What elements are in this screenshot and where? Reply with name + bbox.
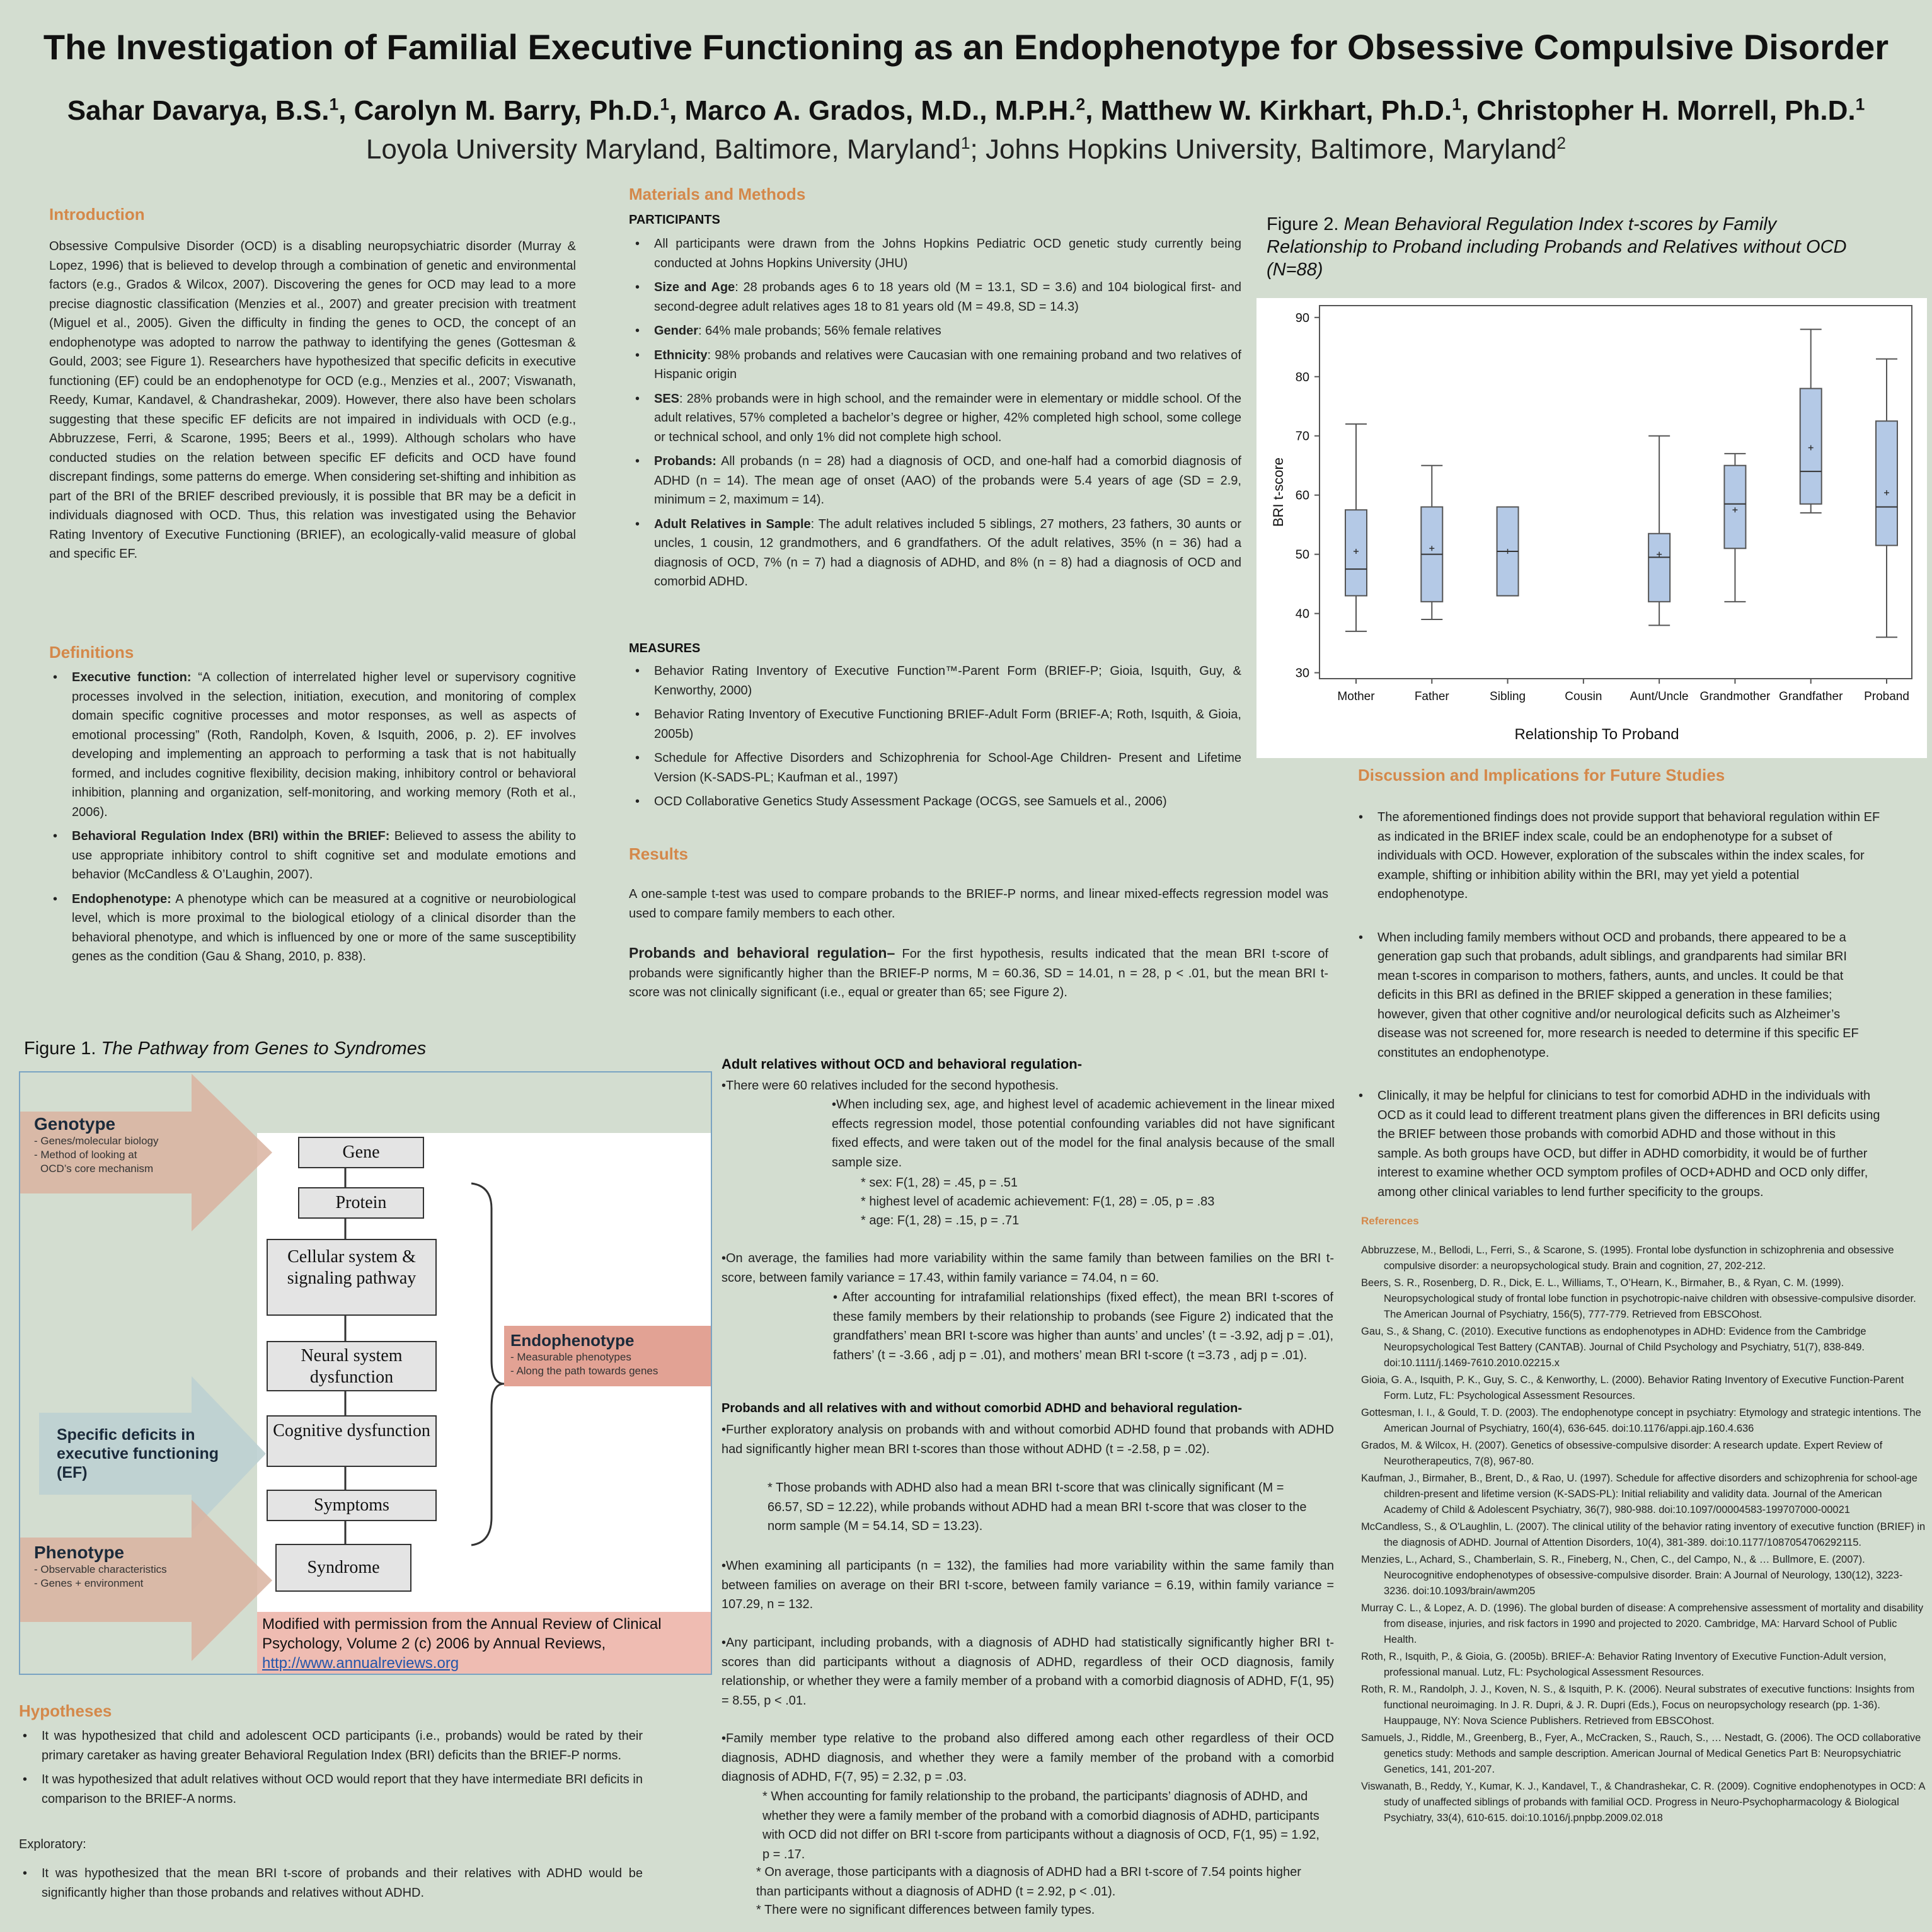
y-tick-label: 60 <box>1295 488 1309 503</box>
hypothesis-item: • It was hypothesized that child and adolescent OCD participants (i.e., probands) would be rated by their primary caretaker as having greater Behavioral Regulation Index (BRI) deficits than the BRIEF-P norms. <box>19 1727 643 1765</box>
definitions-heading: Definitions <box>49 643 134 662</box>
reference-item: Samuels, J., Riddle, M., Greenberg, B., Fyer, A., McCracken, S., Rauch, S., … Nestadt, G. (2006). The OCD collaborative genetics study: Methods and sample description. American Journal of Medical Genetics Part B: Neuropsychiatric Genetics, 141, 201-207. <box>1361 1732 1921 1775</box>
reference-item: Abbruzzese, M., Bellodi, L., Ferri, S., & Scarone, S. (1995). Frontal lobe dysfunction in schizophrenia and obsessive compulsive disorder: a neuropsychological study. Brain and cognition, 27, 202-212. <box>1361 1245 1894 1272</box>
reference-item: Gottesman, I. I., & Gould, T. D. (2003). The endophenotype concept in psychiatry: Etymology and strategic intentions. The American Journal of Psychiatry, 160(4), 636-645. doi:10.1176/appi.ajp.160.4.636 <box>1361 1407 1921 1434</box>
flow-box-syndrome: Syndrome <box>275 1544 411 1592</box>
author: Marco A. Grados, M.D., M.P.H.$^2$ <box>684 95 1086 126</box>
flow-box-cellular-system: Cellular system & signaling pathway <box>267 1239 437 1316</box>
discussion-heading: Discussion and Implications for Future Studies <box>1358 766 1725 785</box>
y-axis-label: BRI t-score <box>1270 457 1286 527</box>
x-tick-label: Grandmother <box>1699 690 1771 703</box>
box-sibling <box>1497 507 1519 595</box>
reference-item: Beers, S. R., Rosenberg, D. R., Dick, E. L., Williams, T., O’Hearn, K., Birmaher, B., & Ryan, C. M. (1999). Neuropsychological study of frontal lobe function in psychotropic-naive children with obsessive-compulsive disorder. The American Journal of Psychiatry, 156(5), 777-779. Retrieved from EBSCOhost. <box>1361 1277 1916 1320</box>
endophenotype-label: Endophenotype - Measurable phenotypes - Along the path towards genes <box>504 1326 711 1386</box>
measure-item: • Schedule for Affective Disorders and Schizophrenia for School-Age Children- Present and Lifetime Version (K-SADS-PL; Kaufman et al., 1997) <box>631 749 1241 787</box>
references-heading: References <box>1361 1215 1419 1227</box>
reference-item: Gioia, G. A., Isquith, P. K., Guy, S. C., & Kenworthy, L. (2000). Behavior Rating Inventory of Executive Function-Parent Form. Lutz, FL: Psychological Assessment Resources. <box>1361 1374 1904 1401</box>
ef-label: Specific deficits in executive functioning (EF) <box>57 1426 219 1481</box>
participant-item: • Adult Relatives in Sample: The adult relatives included 5 siblings, 27 mothers, 23 fathers, 30 aunts or uncles, 1 cousin, 12 grandmothers, and 6 grandfathers. Of the adult relatives, 35% (n = 36) had a diagnosis of OCD, 7% (n = 7) had a diagnosis of ADHD, and 8% (n = 8) had a diagnosis of OCD and comorbid ADHD. <box>631 515 1241 592</box>
reference-item: Viswanath, B., Reddy, Y., Kumar, K. J., Kandavel, T., & Chandrashekar, C. R. (2009). Cognitive endophenotypes in OCD: A study of unaffected siblings of probands with familial OCD. Progress in Neuro-Psychopharmacology & Biological Psychiatry, 33(4), 610-615. doi:10.1016/j.pnpbp.2009.02.018 <box>1361 1781 1925 1824</box>
x-tick-label: Proband <box>1864 690 1909 703</box>
definition-item: • Executive function: “A collection of interrelated higher level or supervisory cognitive processes involved in the selection, initiation, execution, and monitoring of complex domain specific cognitive processes and motor responses, as well as aspects of emotional processing” (Roth, Randolph, Koven, & Isquith, 2006, p. 2). EF involves developing and implementing an approach to performing a task that is not habitually formed, and includes cognitive flexibility, decision making, inhibitory control or behavioral inhibition, planning and organization, self-monitoring, and working memory (Roth et al., 2006). <box>49 668 576 822</box>
y-tick-label: 80 <box>1295 370 1309 384</box>
y-tick-label: 30 <box>1295 666 1309 681</box>
reference-item: Kaufman, J., Birmaher, B., Brent, D., & Rao, U. (1997). Schedule for affective disorders and schizophrenia for school-age children-present and lifetime version (K-SADS-PL): Initial reliability and validity data. Journal of the American Academy of Child & Adolescent Psychiatry, 36(7), 980-988. doi:10.1097/00004583-199707000-00021 <box>1361 1473 1918 1515</box>
hypotheses-list <box>19 1727 643 1814</box>
participant-item: • Size and Age: 28 probands ages 6 to 18 years old (M = 13.1, SD = 3.6) and 104 biological first- and second-degree adult relatives ages 18 to 81 years old (M = 49.8, SD = 14.3) <box>631 278 1241 316</box>
all-text2: •Any participant, including probands, with a diagnosis of ADHD had statistically significantly higher BRI t-scores than did participants without a diagnosis of ADHD, regardless of their OCD diagnosis, family relationship, or whether they were a family member of a proband with a comorbid diagnosis of ADHD, F(1, 95) = 8.55, p < .01. <box>722 1636 1334 1708</box>
author: Christopher H. Morrell, Ph.D.$^1$ <box>1476 95 1865 126</box>
reference-item: Roth, R. M., Randolph, J. J., Koven, N. S., & Isquith, P. K. (2006). Neural substrates of executive functions: Insights from functional neuroimaging. In J. R. Dupri, & J. R. Dupri (Eds.), Focus on neuropsychology research (pp. 1-36). Hauppauge, NY: Nova Science Publishers. Retrieved from EBSCOhost. <box>1361 1684 1915 1727</box>
participant-item: • SES: 28% probands were in high school, and the remainder were in elementary or middle school. Of the adult relatives, 57% completed a bachelor’s degree or higher, 42% completed high school, some college or technical school, and only 1% did not complete high school. <box>631 389 1241 447</box>
measure-item: • Behavior Rating Inventory of Executive Functioning BRIEF-Adult Form (BRIEF-A; Roth, Isquith, & Gioia, 2005b) <box>631 705 1241 744</box>
references-list <box>1361 1243 1926 1827</box>
box-iqr <box>1724 466 1745 549</box>
measures-label: MEASURES <box>629 641 701 655</box>
adult-age: * age: F(1, 28) = .15, p = .71 <box>861 1214 1020 1228</box>
exploratory-list <box>19 1864 643 1907</box>
methods-heading: Materials and Methods <box>629 185 806 204</box>
flow-box-gene: Gene <box>298 1137 424 1168</box>
discussion-item: • The aforementioned findings does not provide support that behavioral regulation within EF as indicated in the BRIEF index scale, could be an endophenotype for a subset of individuals with OCD. However, exploration of the subscales within the index scales, for example, shifting or inhibition ability within the BRI, may yet yield a potential endophenotype. <box>1355 808 1882 904</box>
results-intro: A one-sample t-test was used to compare probands to the BRIEF-P norms, and linear mixed-effects regression model was used to compare family members to each other. <box>629 887 1328 921</box>
discussion-list <box>1355 808 1882 1207</box>
measures-list <box>631 662 1241 817</box>
poster-title: The Investigation of Familial Executive Functioning as an Endophenotype for Obsessive Compulsive Disorder <box>43 27 1889 67</box>
box-iqr <box>1876 421 1897 545</box>
adult-line1: •There were 60 relatives included for the second hypothesis. <box>722 1079 1059 1093</box>
reference-item: McCandless, S., & O'Laughlin, L. (2007). The clinical utility of the behavior rating inventory of executive function (BRIEF) in the diagnosis of ADHD. Journal of Attention Disorders, 10(4), 381-389. doi:10.1177/1087054706292115. <box>1361 1521 1926 1548</box>
participants-label: PARTICIPANTS <box>629 213 720 227</box>
definition-item: • Endophenotype: A phenotype which can be measured at a cognitive or neurobiological level, which is more proximal to the biological etiology of a clinical disorder than the behavioral phenotype, and which is influenced by one or more of the same susceptibility genes as the condition (Gau & Shang, 2010, p. 838). <box>49 890 576 967</box>
reference-item: Roth, R., Isquith, P., & Gioia, G. (2005b). BRIEF-A: Behavior Rating Inventory of Executive Function-Adult version, professional manual. Lutz, FL: Psychological Assessment Resources. <box>1361 1651 1887 1678</box>
x-axis <box>1337 679 1909 703</box>
adhd-text2: * Those probands with ADHD also had a mean BRI t-score that was clinically significant (M = 66.57, SD = 12.22), while probands without ADHD had a mean BRI t-score that was closer to the norm sample (M = 54.14, SD = 13.23). <box>768 1481 1307 1533</box>
exploratory-label: Exploratory: <box>19 1837 86 1851</box>
adult-heading: Adult relatives without OCD and behavioral regulation- <box>722 1056 1083 1072</box>
y-axis <box>1296 311 1320 681</box>
figure2-panel <box>1256 298 1927 758</box>
x-tick-label: Father <box>1414 690 1449 703</box>
all-text1: •When examining all participants (n = 132), the families had more variability within the same family than between families on average on their BRI t-score, between family variance = 6.19, within family variance = 107.29, n = 132. <box>722 1559 1334 1611</box>
x-tick-label: Cousin <box>1565 690 1602 703</box>
flow-box-protein: Protein <box>298 1187 424 1219</box>
families-text: •On average, the families had more variability within the same family than between families on the BRI t-score, between family variance = 17.43, within family variance = 74.04, n = 60. <box>722 1251 1334 1285</box>
bri-boxplot-chart <box>1256 298 1927 758</box>
introduction-heading: Introduction <box>49 205 145 224</box>
figure1-credit: Modified with permission from the Annual Review of Clinical Psychology, Volume 2 (c) 2006 by Annual Reviews, http://www.annualreviews.org <box>257 1612 711 1674</box>
participant-item: • Gender: 64% male probands; 56% female relatives <box>631 321 1241 341</box>
adhd-text1: •Further exploratory analysis on probands with and without comorbid ADHD found that probands with ADHD had significantly higher mean BRI t-scores than those without ADHD (t = -2.58, p = .02). <box>722 1423 1334 1456</box>
author: Carolyn M. Barry, Ph.D.$^1$ <box>354 95 670 126</box>
participant-item: • All participants were drawn from the Johns Hopkins Pediatric OCD genetic study currently being conducted at Johns Hopkins University (JHU) <box>631 234 1241 273</box>
x-tick-label: Aunt/Uncle <box>1630 690 1689 703</box>
adult-sex: * sex: F(1, 28) = .45, p = .51 <box>861 1176 1018 1190</box>
genotype-label: Genotype - Genes/molecular biology - Method of looking at OCD’s core mechanism <box>34 1114 159 1175</box>
participant-item: • Probands: All probands (n = 28) had a diagnosis of OCD, and one-half had a comorbid diagnosis of ADHD (n = 14). The mean age of onset (AAO) of the probands were 5.4 years of age (SD = 2.9, minimum = 2, maximum = 14). <box>631 452 1241 510</box>
adult-line2: •When including sex, age, and highest level of academic achievement in the linear mixed effects regression model, those potential confounding variables did not have significant fixed effects, and were taken out of the model for the final analysis because of the small sample size. <box>832 1098 1335 1170</box>
definition-item: • Behavioral Regulation Index (BRI) within the BRIEF: Believed to assess the ability to use appropriate inhibitory control to shift cognitive set and modulate emotions and behavior (McCandless & O’Laughin, 2007). <box>49 827 576 885</box>
figure1 <box>19 1071 712 1675</box>
reference-item: Menzies, L., Achard, S., Chamberlain, S. R., Fineberg, N., Chen, C., del Campo, N., & … Bullmore, E. (2007). Neurocognitive endophenotypes of obsessive-compulsive disorder. Brain: A Journal of Neurology, 130(12), 3223-3236. doi:10.1093/brain/awm205 <box>1361 1554 1903 1597</box>
author: Matthew W. Kirkhart, Ph.D.$^1$ <box>1100 95 1461 126</box>
hypothesis-item: • It was hypothesized that adult relatives without OCD would report that they have intermediate BRI deficits in comparison to the BRIEF-A norms. <box>19 1770 643 1808</box>
reference-item: Grados, M. & Wilcox, H. (2007). Genetics of obsessive-compulsive disorder: A research update. Expert Review of Neurotherapeutics, 7(8), 967-80. <box>1361 1440 1883 1467</box>
hypotheses-heading: Hypotheses <box>19 1701 112 1720</box>
all-text3: •Family member type relative to the proband also differed among each other regardless of their OCD diagnosis, ADHD diagnosis, and whether they were a family member of the proband with a comorbid diagnosis of ADHD, F(7, 95) = 2.32, p = .03. <box>722 1732 1334 1784</box>
author: Sahar Davarya, B.S.$^1$ <box>67 95 339 126</box>
x-tick-label: Grandfather <box>1779 690 1843 703</box>
phenotype-label: Phenotype - Observable characteristics - Genes + environment <box>34 1543 167 1589</box>
all-text5: * On average, those participants with a diagnosis of ADHD had a BRI t-score of 7.54 points higher than participants without a diagnosis of ADHD (t = 2.92, p < .01). <box>756 1865 1301 1899</box>
x-tick-label: Sibling <box>1490 690 1526 703</box>
adhd-heading: Probands and all relatives with and without comorbid ADHD and behavioral regulation- <box>722 1401 1243 1415</box>
flow-box-symptoms: Symptoms <box>267 1490 437 1521</box>
results-probands: Probands and behavioral regulation– For the first hypothesis, results indicated that the mean BRI t-score of probands were significantly higher than the BRIEF-P norms, M = 60.36, SD = 14.01, n = 28, p < .01, but the mean BRI t-score was not clinically significant (i.e., equal or greater than 65; see Figure 2). <box>629 945 1329 999</box>
flow-box-neural-system: Neural system dysfunction <box>267 1341 437 1391</box>
participants-list <box>631 234 1241 597</box>
all-text4: * When accounting for family relationship to the proband, the participants’ diagnosis of ADHD, and whether they were a family member of the proband with a comorbid diagnosis of ADHD, participants with OCD did not differ on BRI t-score from participants without a diagnosis of OCD, F(1, 95) = 1.92, p = .17. <box>762 1790 1320 1861</box>
discussion-item: • When including family members without OCD and probands, there appeared to be a generation gap such that probands, adult siblings, and grandparents had similar BRI mean t-scores in comparison to mothers, fathers, aunts, and uncles. It could be that deficits in this BRI as defined in the BRIEF skipped a generation in these families; however, given that other cognitive and/or neurological deficits such as Alzheimer’s disease was not screened for, more research is needed to determine if this specific EF constitutes an endophenotype. <box>1355 928 1882 1063</box>
affiliations: Loyola University Maryland, Baltimore, Maryland$^1$; Johns Hopkins University, Baltimore, Maryland$^2$ <box>365 134 1567 165</box>
x-tick-label: Mother <box>1337 690 1375 703</box>
y-tick-label: 40 <box>1295 607 1309 621</box>
y-tick-label: 90 <box>1295 311 1309 325</box>
participant-item: • Ethnicity: 98% probands and relatives were Caucasian with one remaining proband and two relatives of Hispanic origin <box>631 346 1241 384</box>
results-heading: Results <box>629 844 688 863</box>
figure2-caption: Figure 2. Mean Behavioral Regulation Index t-scores by Family Relationship to Proband including Probands and Relatives without OCD (N=88) <box>1267 214 1847 280</box>
introduction-text: Obsessive Compulsive Disorder (OCD) is a disabling neuropsychiatric disorder (Murray & Lopez, 1996) that is believed to develop through a combination of genetic and environmental factors (e.g., Grados & Wilcox, 2007). Discovering the genes for OCD may lead to a more precise diagnostic classification (Menzies et al., 2007) and greater precision with treatment (Miguel et al., 2005). Given the difficulty in finding the genes to OCD, the concept of an endophenotype was adopted to narrow the pathway to identifying the genes (Gottesman & Gould, 2003; see Figure 1). Researchers have hypothesized that specific deficits in executive functioning (EF) could be an endophenotype for OCD (e.g., Menzies et al., 2007; Viswanath, Reedy, Kumar, Kandavel, & Chandrashekar, 2009). However, there also have been scholars suggesting that these specific EF deficits are not impaired in individuals with OCD (e.g., Abbruzzese, Ferri, & Scarone, 1995; Beers et al., 1999). Although scholars who have conducted studies on the relation between specific EF deficits and OCD have found discrepant findings, some patterns do emerge. When considering set-shifting and inhibition as part of the BRI of the BRIEF described previously, it is possible that BR may be a deficit in individuals diagnosed with OCD. Thus, this relation was investigated using the Behavior Rating Inventory of Executive Functioning (BRIEF), an ecologically-valid measure of global and specific EF. <box>49 239 576 561</box>
discussion-item: • Clinically, it may be helpful for clinicians to test for comorbid ADHD in the individuals with OCD as it could lead to different treatment plans given the differences in BRI deficits using the BRIEF between those probands with comorbid ADHD and those without in this sample. As both groups have OCD, but differ in ADHD comorbidity, it would be of further interest to examine whether OCD symptom profiles of OCD+ADHD and OCD only differ, among other clinical variables to lend further specificity to the groups. <box>1355 1086 1882 1202</box>
y-tick-label: 70 <box>1295 429 1309 444</box>
all-text6: * There were no significant differences between family types. <box>756 1903 1095 1917</box>
author-list: Sahar Davarya, B.S.$^1$, Carolyn M. Barry, Ph.D.$^1$, Marco A. Grados, M.D., M.P.H.$^2$, Matthew W. Kirkhart, Ph.D.$^1$, Christopher H. Morrell, Ph.D.$^1$ <box>67 95 1865 126</box>
y-tick-label: 50 <box>1295 548 1309 562</box>
reference-item: Murray C. L., & Lopez, A. D. (1996). The global burden of disease: A comprehensive assessment of mortality and disability from disease, injuries, and risk factors in 1990 and projected to 2020. Cambridge, MA: Harvard School of Public Health. <box>1361 1602 1924 1645</box>
annual-reviews-link[interactable]: http://www.annualreviews.org <box>262 1655 459 1672</box>
measure-item: • OCD Collaborative Genetics Study Assessment Package (OCGS, see Samuels et al., 2006) <box>631 792 1241 812</box>
measure-item: • Behavior Rating Inventory of Executive Function™-Parent Form (BRIEF-P; Gioia, Isquith, Guy, & Kenworthy, 2000) <box>631 662 1241 700</box>
figure1-caption: Figure 1. The Pathway from Genes to Syndromes <box>24 1038 427 1059</box>
families-text2: • After accounting for intrafamilial relationships (fixed effect), the mean BRI t-scores of these family members by their relationship to probands (see Figure 2) indicated that the grandfathers’ mean BRI t-score was higher than aunts’ and uncles’ (t = -3.92, adj p = .01), fathers’ (t = -3.66 , adj p = .01), and mothers’ mean BRI t-score (t =3.73 , adj p = .01). <box>833 1291 1333 1362</box>
plot-frame <box>1320 306 1912 679</box>
adult-edu: * highest level of academic achievement: F(1, 28) = .05, p = .83 <box>861 1195 1215 1209</box>
flow-box-cognitive: Cognitive dysfunction <box>267 1415 437 1467</box>
reference-item: Gau, S., & Shang, C. (2010). Executive functions as endophenotypes in ADHD: Evidence from the Cambridge Neuropsychological Test Battery (CANTAB). Journal of Child Psychology and Psychiatry, 51(7), 838-849. doi:10.1111/j.1469-7610.2010.02215.x <box>1361 1326 1866 1369</box>
box-iqr <box>1648 534 1670 602</box>
x-axis-label: Relationship To Proband <box>1514 726 1679 743</box>
hypothesis-item: • It was hypothesized that the mean BRI t-score of probands and their relatives with ADHD would be significantly higher than those probands and relatives without ADHD. <box>19 1864 643 1902</box>
definitions-list <box>49 668 576 972</box>
